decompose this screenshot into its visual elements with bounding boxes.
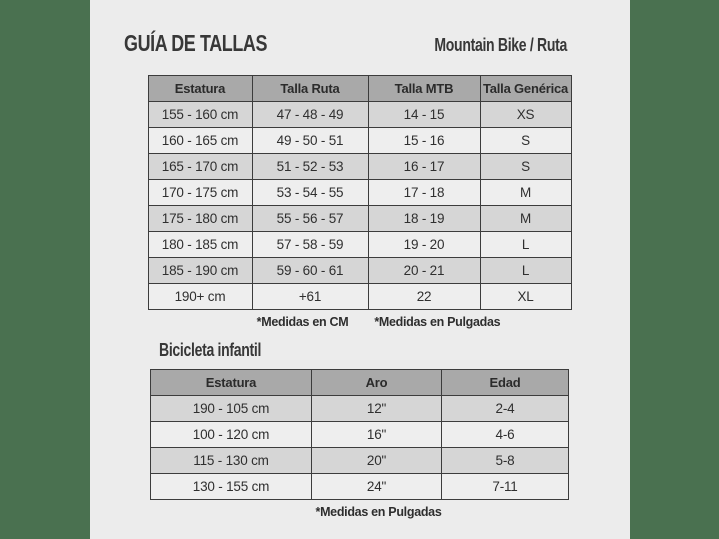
table-cell: 175 - 180 cm <box>148 206 252 232</box>
table-cell: 2-4 <box>442 396 569 422</box>
table-cell: 59 - 60 - 61 <box>252 258 368 284</box>
kids-section-title <box>159 340 630 361</box>
column-header: Talla Genérica <box>480 76 571 102</box>
page-title-text: GUÍA DE TALLAS <box>123 30 267 56</box>
kids-section-title-text: Bicicleta infantil <box>158 340 261 360</box>
footnote-inches: *Medidas en Pulgadas <box>315 505 442 519</box>
table-cell: 22 <box>368 284 480 310</box>
table-cell: 49 - 50 - 51 <box>252 128 368 154</box>
table-cell: 18 - 19 <box>368 206 480 232</box>
table-cell: 180 - 185 cm <box>148 232 252 258</box>
table-cell: 190 - 105 cm <box>151 396 312 422</box>
table-cell: 7-11 <box>442 474 569 500</box>
table-cell: 55 - 56 - 57 <box>252 206 368 232</box>
header-row <box>151 370 569 396</box>
table-cell: 17 - 18 <box>368 180 480 206</box>
table-row <box>148 284 571 310</box>
table-cell: S <box>480 128 571 154</box>
table-row <box>148 154 571 180</box>
column-header: Talla Ruta <box>252 76 368 102</box>
table-row <box>148 206 571 232</box>
table-row <box>148 258 571 284</box>
header <box>90 0 630 57</box>
table-cell: 47 - 48 - 49 <box>252 102 368 128</box>
column-header: Estatura <box>148 76 252 102</box>
table-cell: 170 - 175 cm <box>148 180 252 206</box>
table-cell: 16 - 17 <box>368 154 480 180</box>
table-cell: XS <box>480 102 571 128</box>
table-cell: 160 - 165 cm <box>148 128 252 154</box>
table-cell: L <box>480 258 571 284</box>
table-cell: 20 - 21 <box>368 258 480 284</box>
table-cell: 51 - 52 - 53 <box>252 154 368 180</box>
column-header: Estatura <box>151 370 312 396</box>
table-cell: 20" <box>312 448 442 474</box>
table-cell: 165 - 170 cm <box>148 154 252 180</box>
table-cell: 53 - 54 - 55 <box>252 180 368 206</box>
page-title <box>124 30 307 57</box>
table-cell: 14 - 15 <box>368 102 480 128</box>
table-cell: 4-6 <box>442 422 569 448</box>
kids-size-table <box>150 369 569 500</box>
adult-table-footnotes <box>90 315 630 329</box>
table-row <box>148 180 571 206</box>
size-guide-panel <box>90 0 630 539</box>
table-cell: 19 - 20 <box>368 232 480 258</box>
table-row <box>151 422 569 448</box>
header-row <box>148 76 571 102</box>
footnote-inches: *Medidas en Pulgadas <box>374 315 501 329</box>
kids-table-footnotes <box>90 505 630 519</box>
table-row <box>148 232 571 258</box>
table-cell: 12" <box>312 396 442 422</box>
table-cell: L <box>480 232 571 258</box>
table-row <box>151 474 569 500</box>
footnote-cm: *Medidas en CM <box>256 315 349 329</box>
column-header: Edad <box>442 370 569 396</box>
table-cell: 185 - 190 cm <box>148 258 252 284</box>
table-cell: 130 - 155 cm <box>151 474 312 500</box>
table-cell: M <box>480 180 571 206</box>
table-cell: 100 - 120 cm <box>151 422 312 448</box>
table-cell: 155 - 160 cm <box>148 102 252 128</box>
adult-size-table <box>148 75 572 310</box>
table-cell: 15 - 16 <box>368 128 480 154</box>
table-row <box>148 102 571 128</box>
page-subtitle-text: Mountain Bike / Ruta <box>434 35 568 55</box>
table-cell: 115 - 130 cm <box>151 448 312 474</box>
table-cell: 57 - 58 - 59 <box>252 232 368 258</box>
table-row <box>151 396 569 422</box>
column-header: Talla MTB <box>368 76 480 102</box>
table-cell: 24" <box>312 474 442 500</box>
table-row <box>148 128 571 154</box>
table-cell: XL <box>480 284 571 310</box>
table-row <box>151 448 569 474</box>
table-cell: +61 <box>252 284 368 310</box>
table-cell: 5-8 <box>442 448 569 474</box>
table-cell: 190+ cm <box>148 284 252 310</box>
table-cell: 16" <box>312 422 442 448</box>
table-cell: M <box>480 206 571 232</box>
column-header: Aro <box>312 370 442 396</box>
table-cell: S <box>480 154 571 180</box>
page-subtitle <box>397 35 567 56</box>
